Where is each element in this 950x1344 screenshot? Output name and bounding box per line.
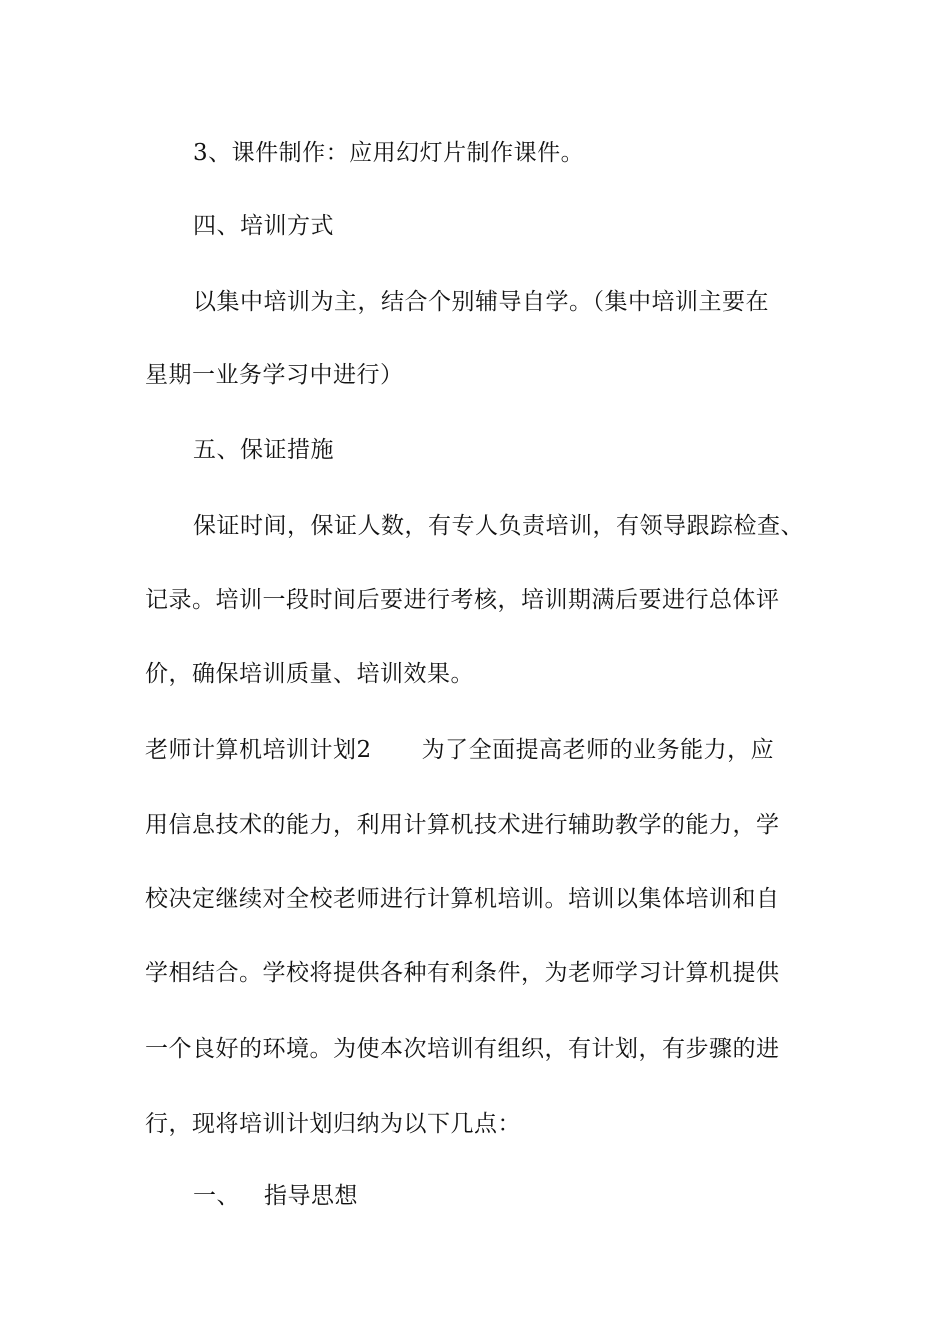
- paragraph-line: 一个良好的环境。为使本次培训有组织，有计划，有步骤的进: [145, 1036, 780, 1062]
- heading-one: [193, 1181, 358, 1211]
- paragraph-line: 校决定继续对全校老师进行计算机培训。培训以集体培训和自: [145, 886, 780, 912]
- heading-one-text: 指导思想: [264, 1183, 358, 1209]
- section-heading: 四、培训方式: [193, 213, 334, 239]
- paragraph-line: 用信息技术的能力，利用计算机技术进行辅助教学的能力，学: [145, 812, 780, 838]
- section-title-line: [145, 735, 774, 765]
- section-title: 老师计算机培训计划2: [145, 737, 372, 763]
- paragraph-line: 价，确保培训质量、培训效果。: [145, 661, 474, 687]
- paragraph-line: 保证时间，保证人数，有专人负责培训，有领导跟踪检查、: [193, 513, 804, 539]
- paragraph-line: 以集中培训为主，结合个别辅导自学。（集中培训主要在: [193, 289, 769, 315]
- section-heading: 五、保证措施: [193, 437, 334, 463]
- paragraph-line: 3、课件制作：应用幻灯片制作课件。: [193, 140, 585, 166]
- paragraph-line: 记录。培训一段时间后要进行考核，培训期满后要进行总体评: [145, 587, 780, 613]
- paragraph-line: 行，现将培训计划归纳为以下几点：: [145, 1111, 521, 1137]
- heading-one-number: 一、: [193, 1183, 240, 1209]
- section-intro: 为了全面提高老师的业务能力，应: [421, 737, 775, 763]
- paragraph-line: 星期一业务学习中进行）: [145, 362, 404, 388]
- paragraph-line: 学相结合。学校将提供各种有利条件，为老师学习计算机提供: [145, 960, 780, 986]
